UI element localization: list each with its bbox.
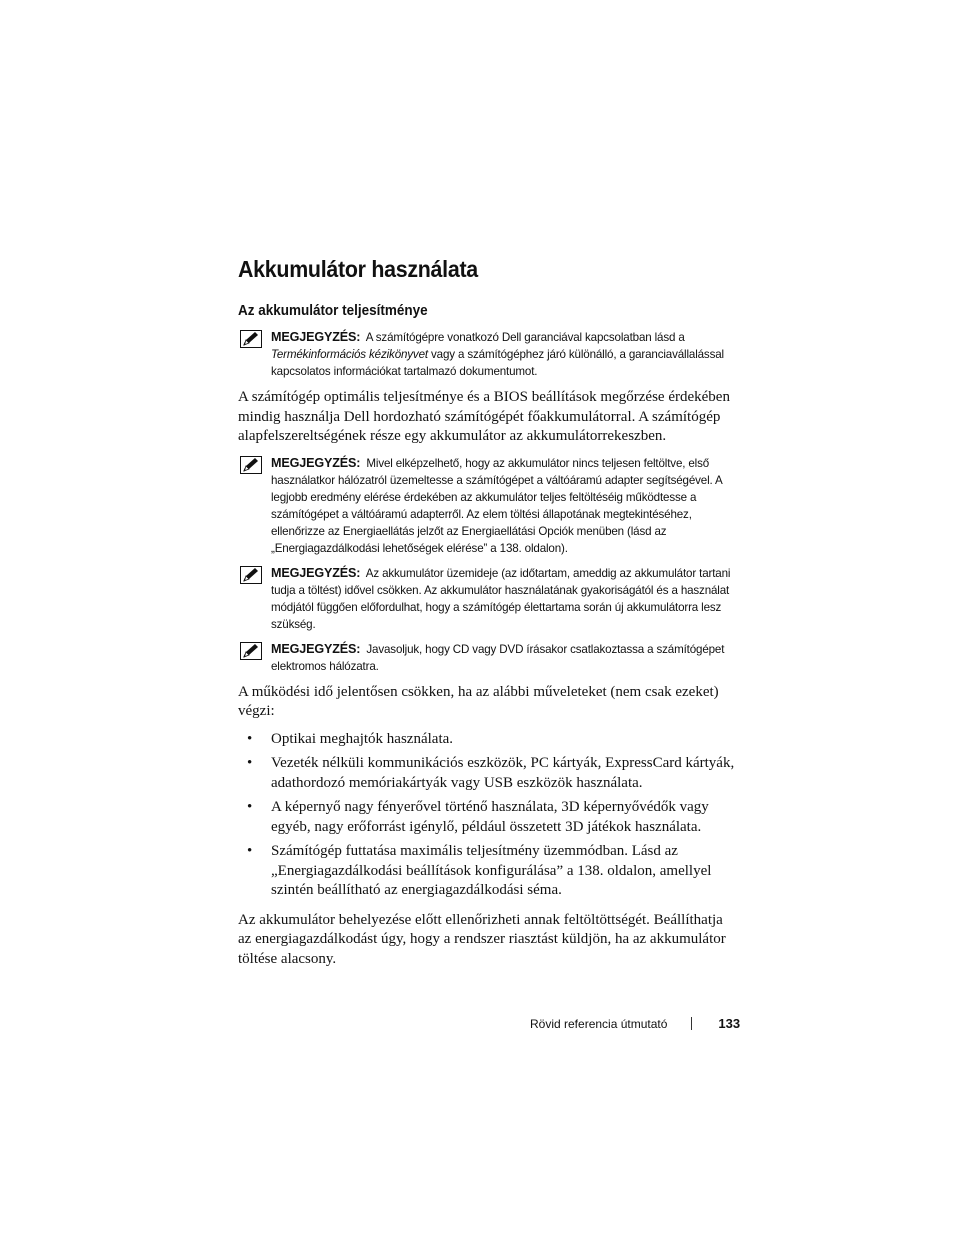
note-italic-ref: Termékinformációs kézikönyvet xyxy=(271,348,428,361)
footer-separator xyxy=(691,1017,692,1030)
page-footer xyxy=(530,1016,742,1031)
pencil-note-icon xyxy=(240,566,262,584)
note-text: A számítógépre vonatkozó Dell garanciával kapcsolatban lásd a xyxy=(365,331,685,344)
list-item xyxy=(238,730,738,750)
bullet-dot: • xyxy=(247,730,253,747)
note-cd-dvd xyxy=(238,641,738,675)
footer-title: Rövid referencia útmutató xyxy=(530,1016,668,1031)
note-label: MEGJEGYZÉS: xyxy=(271,641,361,656)
page-content xyxy=(238,256,738,977)
pencil-note-icon xyxy=(240,642,262,660)
bullet-dot: • xyxy=(247,755,253,771)
note-label: MEGJEGYZÉS: xyxy=(271,565,361,580)
section-title: Az akkumulátor teljesítménye xyxy=(238,303,428,319)
list-item xyxy=(238,842,738,901)
bullet-dot: • xyxy=(247,799,253,815)
note-text-cont: vagy a számítógéphez járó különálló, a garanciavállalással kapcsolatos információkat tartalmazó dokumentumot. xyxy=(271,348,724,378)
page-title: Akkumulátor használata xyxy=(238,256,478,282)
paragraph-main-battery: A számítógép optimális teljesítménye és a BIOS beállítások megőrzése érdekében mindig használja Dell hordozható számítógépét főakkumulátorral. A számítógép alapfelszereltségének része egy akkumulátor az akkumulátorrekeszben. xyxy=(238,389,730,444)
bullet-list xyxy=(238,730,738,901)
note-first-use xyxy=(238,455,738,557)
pencil-note-icon xyxy=(240,330,262,348)
pencil-note-icon xyxy=(240,456,262,474)
bullet-dot: • xyxy=(247,843,253,859)
paragraph-runtime: A működési idő jelentősen csökken, ha az alábbi műveleteket (nem csak ezeket) végzi: xyxy=(238,683,719,719)
page-number: 133 xyxy=(718,1016,741,1031)
note-text: Javasoljuk, hogy CD vagy DVD írásakor csatlakoztassa a számítógépet elektromos hálózatra. xyxy=(271,642,725,673)
note-label: MEGJEGYZÉS: xyxy=(271,455,361,470)
list-item-text: Optikai meghajtók használata. xyxy=(271,730,454,747)
list-item-text: Vezeték nélküli kommunikációs eszközök, PC kártyák, ExpressCard kártyák, adathordozó memóriakártyák vagy USB eszközök használata. xyxy=(271,755,735,791)
note-battery-life xyxy=(238,565,738,633)
note-warranty xyxy=(238,329,738,380)
list-item xyxy=(238,754,738,793)
list-item-text: Számítógép futtatása maximális teljesítmény üzemmódban. Lásd az „Energiagazdálkodási beállítások konfigurálása” a 138. oldalon, amellyel szintén beállítható az energiagazdálkodási séma. xyxy=(271,843,712,898)
note-text: Mivel elképzelhető, hogy az akkumulátor nincs teljesen feltöltve, első használatkor hálózatról üzemeltesse a számítógépet a váltóáramú adapter segítségével. A legjobb eredmény elérése érdekében az akkumulátor teljes feltöltéséig működtesse a számítógépet a váltóáramú adapterről. Az elem töltési állapotának megtekintéséhez, ellenőrizze az Energiaellátás jelzőt az Energiaellátási Opciók menüben (lásd az „Energiagazdálkodási lehetőségek elérése” a 138. oldalon). xyxy=(271,456,722,555)
paragraph-charge-check: Az akkumulátor behelyezése előtt ellenőrizheti annak feltöltöttségét. Beállíthatja az energiagazdálkodást úgy, hogy a rendszer riasztást küldjön, ha az akkumulátor töltése alacsony. xyxy=(238,911,726,967)
note-text: Az akkumulátor üzemideje (az időtartam, ameddig az akkumulátor tartani tudja a töltést) idővel csökken. Az akkumulátor használatának gyakoriságától és a használat módjától függően előfordulhat, hogy a számítógép élettartama során új akkumulátorra lesz szükség. xyxy=(271,566,731,631)
note-label: MEGJEGYZÉS: xyxy=(271,330,361,344)
list-item xyxy=(238,798,738,837)
list-item-text: A képernyő nagy fényerővel történő használata, 3D képernyővédők vagy egyéb, nagy erőforrást igénylő, például összetett 3D játékok használata. xyxy=(271,799,709,835)
